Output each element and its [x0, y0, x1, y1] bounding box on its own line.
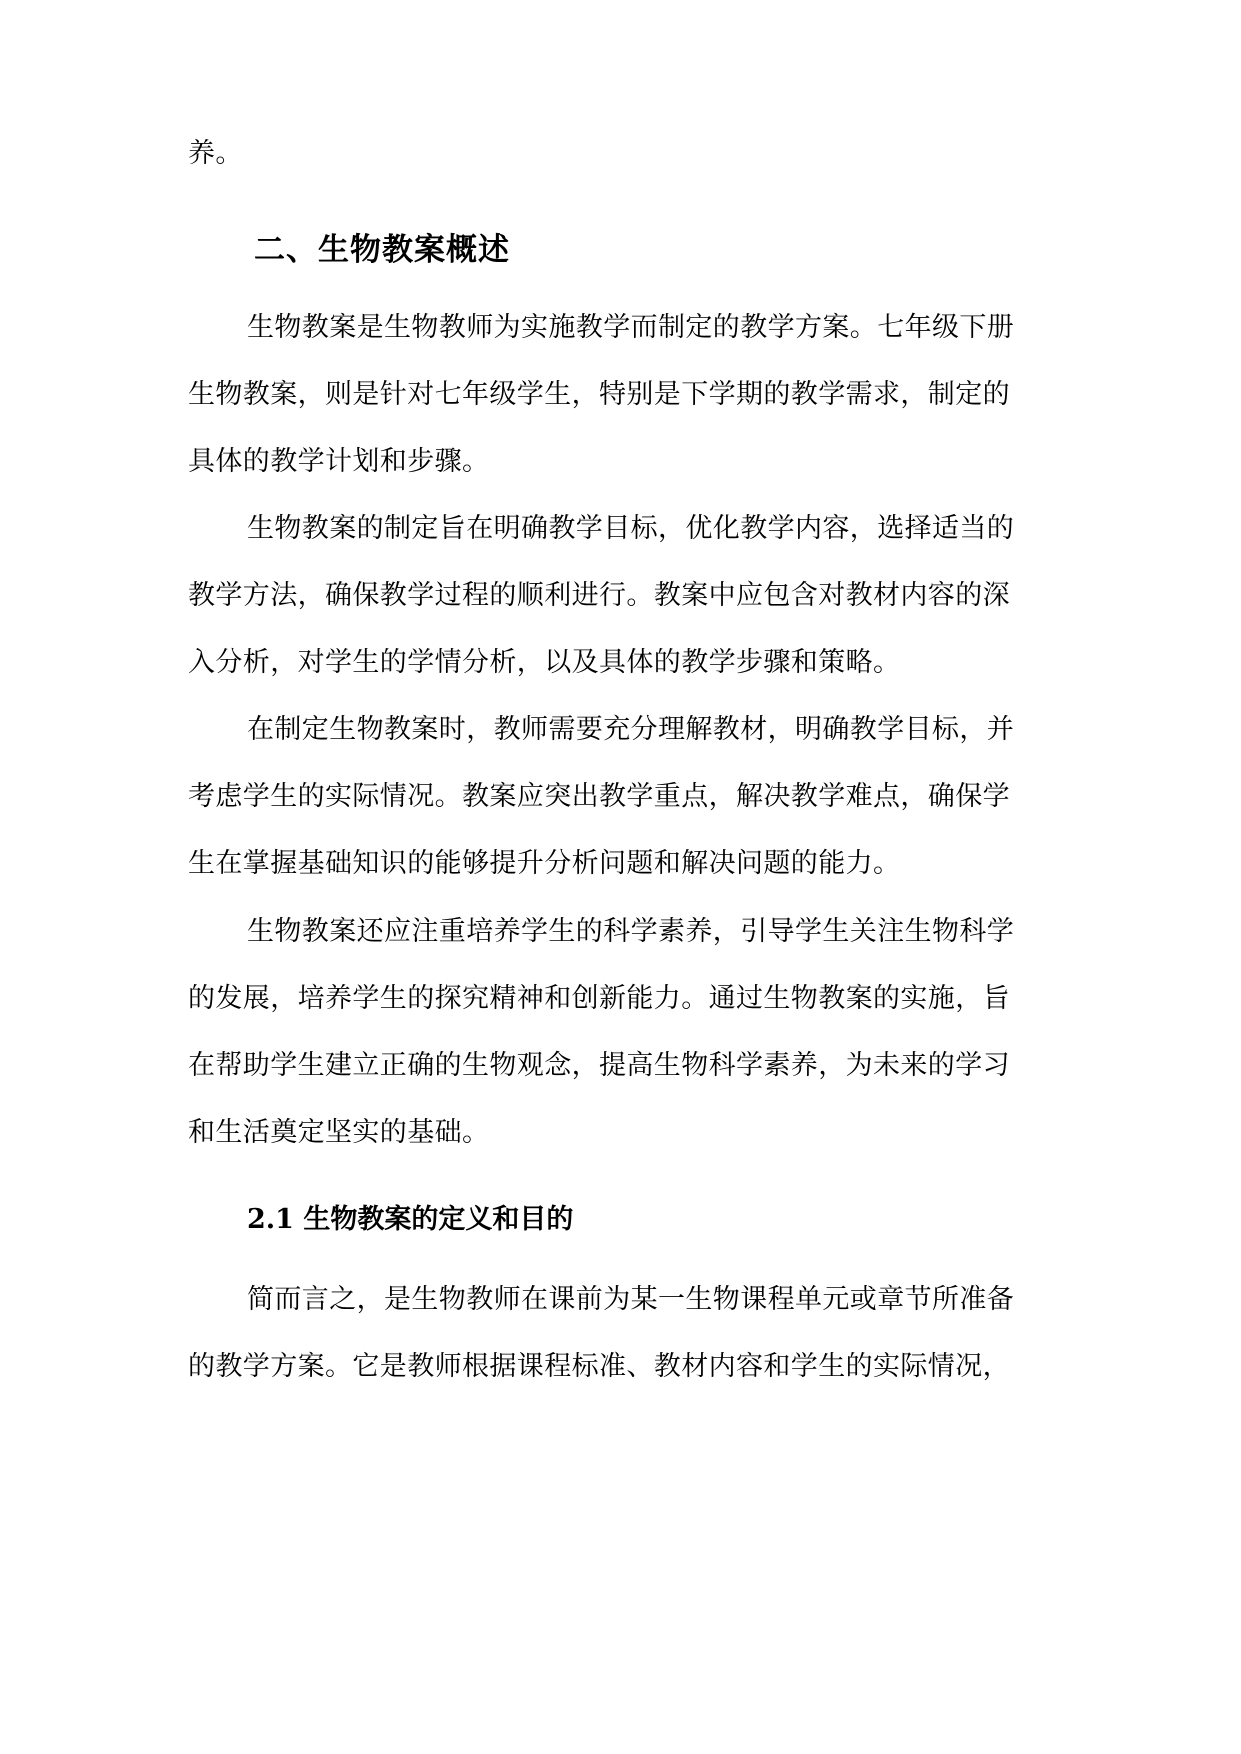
- paragraph-3-line-1: 在制定生物教案时，教师需要充分理解教材，明确教学目标，并: [247, 714, 1015, 745]
- paragraph-2-line-1: 生物教案的制定旨在明确教学目标，优化教学内容，选择适当的: [247, 513, 1015, 544]
- paragraph-3-line-3: 生在掌握基础知识的能够提升分析问题和解决问题的能力。: [188, 848, 901, 879]
- paragraph-4-line-2: 的发展，培养学生的探究精神和创新能力。通过生物教案的实施，旨: [188, 983, 1010, 1014]
- paragraph-2-line-2: 教学方法，确保教学过程的顺利进行。教案中应包含对教材内容的深: [188, 580, 1010, 611]
- section-heading: 二、生物教案概述: [254, 232, 510, 268]
- paragraph-1-line-2: 生物教案，则是针对七年级学生，特别是下学期的教学需求，制定的: [188, 379, 1010, 410]
- paragraph-4-line-1: 生物教案还应注重培养学生的科学素养，引导学生关注生物科学: [247, 916, 1015, 947]
- paragraph-2-line-3: 入分析，对学生的学情分析，以及具体的教学步骤和策略。: [188, 647, 901, 678]
- subsection-heading: 2.1 生物教案的定义和目的: [247, 1204, 574, 1235]
- paragraph-5-line-1: 简而言之，是生物教师在课前为某一生物课程单元或章节所准备: [247, 1284, 1015, 1315]
- paragraph-5-line-2: 的教学方案。它是教师根据课程标准、教材内容和学生的实际情况，: [188, 1351, 1010, 1382]
- paragraph-4-line-4: 和生活奠定坚实的基础。: [188, 1117, 490, 1148]
- paragraph-1-line-1: 生物教案是生物教师为实施教学而制定的教学方案。七年级下册: [247, 312, 1015, 343]
- paragraph-4-line-3: 在帮助学生建立正确的生物观念，提高生物科学素养，为未来的学习: [188, 1050, 1010, 1081]
- paragraph-3-line-2: 考虑学生的实际情况。教案应突出教学重点，解决教学难点，确保学: [188, 781, 1010, 812]
- carryover-text: 养。: [188, 138, 243, 169]
- paragraph-1-line-3: 具体的教学计划和步骤。: [188, 446, 490, 477]
